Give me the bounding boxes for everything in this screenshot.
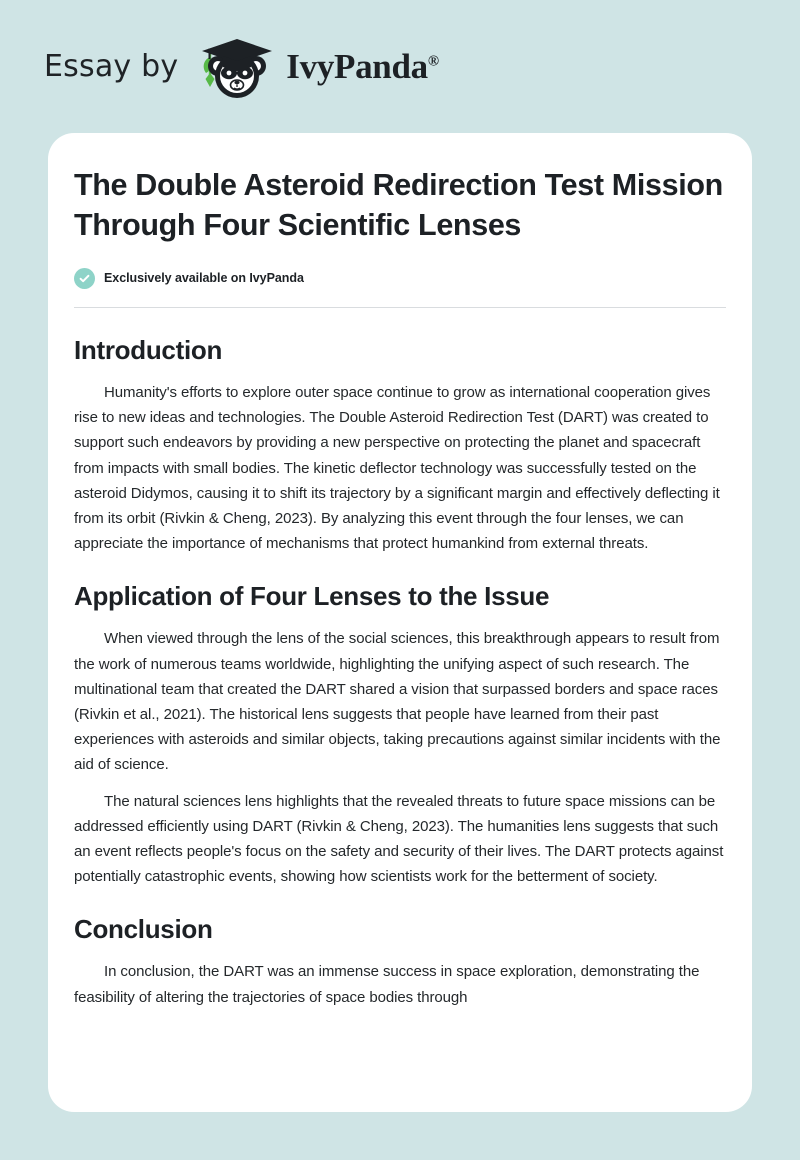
exclusive-badge	[74, 268, 726, 289]
body-paragraph: Humanity's efforts to explore outer space continue to grow as international cooperation gives rise to new ideas and technologies. The Double Asteroid Redirection Test (DART) was created to support such endeavors by providing a new perspective on protecting the planet and spacecraft from impacts with small bodies. The kinetic deflector technology was successfully tested on the asteroid Didymos, causing it to shift its trajectory by a significant margin and effectively deflecting it from its orbit (Rivkin & Cheng, 2023). By analyzing this event through the four lenses, we can appreciate the importance of mechanisms that protect humankind from external threats.	[74, 383, 720, 553]
check-circle-icon	[74, 268, 95, 289]
body-paragraph: When viewed through the lens of the social sciences, this breakthrough appears to result from the work of numerous teams worldwide, highlighting the unifying aspect of such research. The multinational team that created the DART shared a vision that surpassed borders and space races (Rivkin et al., 2021). The historical lens suggests that people have learned from their past experiences with asteroids and similar objects, taking precautions against similar incidents with the aid of science.	[74, 630, 721, 774]
brand-header	[0, 0, 800, 133]
brand-wordmark[interactable]	[286, 49, 439, 84]
brand-name-text: IvyPanda	[286, 47, 428, 86]
ivypanda-logo-icon[interactable]	[196, 29, 278, 105]
page-title: The Double Asteroid Redirection Test Mission Through Four Scientific Lenses	[74, 168, 723, 242]
essay-by-label: Essay by	[44, 49, 179, 84]
body-paragraph: The natural sciences lens highlights that the revealed threats to future space missions can be addressed efficiently using DART (Rivkin & Cheng, 2023). The humanities lens suggests that such an event reflects people's focus on the safety and security of their lives. The DART protects against potentially catastrophic events, showing how scientists work for the betterment of society.	[74, 792, 724, 886]
paper-content	[74, 166, 726, 1010]
essay-paper-card	[48, 133, 752, 1112]
body-paragraph: In conclusion, the DART was an immense success in space exploration, demonstrating the feasibility of altering the trajectories of space bodies through	[74, 963, 700, 1006]
section-application-of-four-lenses	[74, 581, 726, 889]
section-heading: Introduction	[74, 334, 223, 365]
registered-trademark-symbol: ®	[427, 53, 440, 70]
section-heading: Application of Four Lenses to the Issue	[74, 581, 550, 612]
section-heading: Conclusion	[74, 914, 213, 945]
header-divider	[74, 307, 726, 308]
section-conclusion	[74, 914, 726, 1009]
status-badge: Exclusively available on IvyPanda	[104, 271, 304, 286]
section-introduction	[74, 335, 726, 556]
